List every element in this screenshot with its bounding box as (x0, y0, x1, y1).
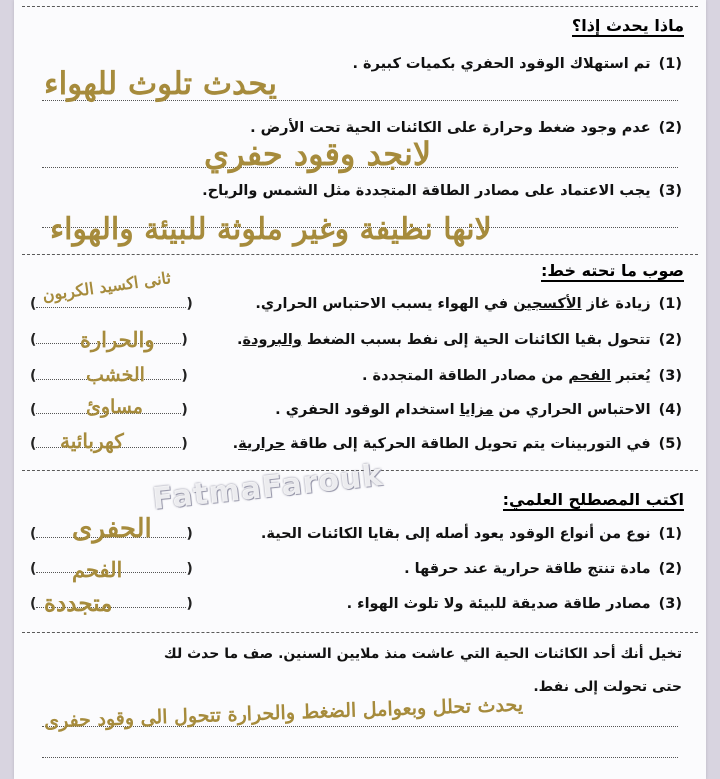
section2-item-1: (1)زيادة غاز الأكسجين في الهواء يسبب الاحتباس الحراري. (255, 296, 682, 312)
answer-parens: ( ) (30, 332, 188, 348)
section3-answer-1: الحفرى (72, 514, 152, 544)
answer-parens: ( ) (30, 436, 188, 452)
section1-item-2: (2)عدم وجود ضغط وحرارة على الكائنات الحية تحت الأرض . (250, 120, 682, 136)
section3-answer-2: الفحم (72, 557, 123, 582)
section1-item-1: (1)تم استهلاك الوقود الحفري بكميات كبيرة . (352, 56, 682, 72)
section1-title: ماذا يحدث إذا؟ (571, 16, 684, 35)
answer-parens: ( ) (30, 296, 193, 312)
watermark-text: FatmaFarouk (150, 457, 385, 518)
section3-title: اكتب المصطلح العلمي: (502, 490, 684, 509)
section3-answer-3: متجددة (44, 590, 113, 617)
section-divider (22, 632, 698, 633)
section2-item-3: (3)يُعتبر الفحم من مصادر الطاقة المتجددة . (361, 368, 682, 384)
section1-answer-2: لانجد وقود حفري (204, 135, 432, 173)
section2-item-5: (5)في التوربينات يتم تحويل الطاقة الحركية إلى طاقة حرارية. (232, 436, 682, 452)
answer-parens: ( ) (30, 561, 193, 577)
section4-answer-1: يحدث تحلل وبعوامل الضغط والحرارة تتحول الى وقود حفرى (43, 693, 524, 733)
section-divider (22, 254, 698, 255)
section2-answer-2: والحرارة (80, 327, 155, 352)
section4-prompt-line2: حتى تحولت إلى نفط. (533, 679, 682, 695)
section2-item-2: (2)تتحول بقيا الكائنات الحية إلى نفط بسبب الضغط والبرودة. (236, 332, 682, 348)
section2-answer-5: كهربائية (60, 429, 124, 453)
section3-item-1: (1)نوع من أنواع الوقود يعود أصله إلى بقايا الكائنات الحية. (260, 526, 682, 542)
answer-parens: ( ) (30, 596, 193, 612)
section1-item-3: (3)يجب الاعتماد على مصادر الطاقة المتجددة مثل الشمس والرياح. (202, 183, 682, 199)
top-divider (22, 6, 698, 7)
section3-item-3: (3)مصادر طاقة صديقة للبيئة ولا تلوث الهواء . (346, 596, 682, 612)
answer-parens: ( ) (30, 402, 188, 418)
answer-line (42, 757, 678, 758)
section2-item-4: (4)الاحتباس الحراري من مزايا استخدام الوقود الحفري . (275, 402, 682, 418)
section2-title: صوب ما تحته خط: (540, 261, 684, 280)
section1-answer-1: يحدث تلوث للهواء (44, 66, 277, 102)
section4-prompt-line1: تخيل أنك أحد الكائنات الحية التي عاشت منذ ملايين السنين. صف ما حدث لك (163, 646, 682, 662)
worksheet-page (14, 0, 706, 779)
answer-parens: ( ) (30, 526, 193, 542)
answer-parens: ( ) (30, 368, 188, 384)
section3-item-2: (2)مادة تنتج طاقة حرارية عند حرقها . (404, 561, 682, 577)
section2-answer-4: مساوئ (86, 396, 143, 418)
section1-answer-3: لانها نظيفة وغير ملوثة للبيئة والهواء (50, 212, 492, 247)
section2-answer-3: الخشب (86, 364, 145, 386)
section2-answer-1: ثانى اكسيد الكربون (41, 268, 172, 305)
